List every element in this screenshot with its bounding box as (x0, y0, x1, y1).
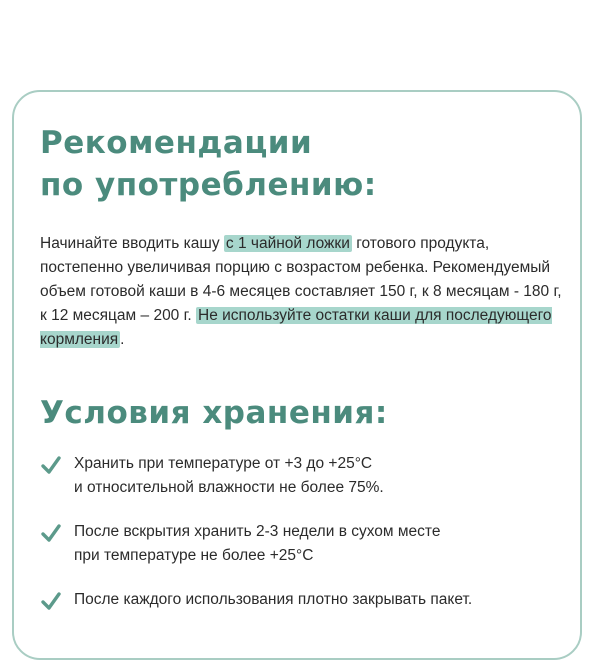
check-icon (40, 522, 62, 544)
list-item-text (74, 588, 570, 612)
check-icon (40, 590, 62, 612)
list-item-text (74, 520, 570, 568)
list-item (40, 520, 570, 568)
list-item-text (74, 452, 570, 500)
storage-list (40, 452, 570, 632)
usage-text-2: готового продукта, постепенно увеличивая порцию с возрастом ребенка. Рекомендуемый объем готовой каши в 4-6 месяцев составляет 150 г, к 8 месяцам - 180 г, к 12 месяцам – 200 г. (40, 235, 562, 324)
usage-title (40, 122, 377, 206)
list-item (40, 452, 570, 500)
list-item-line1: Хранить при температуре от +3 до +25°С (74, 455, 373, 472)
storage-title: Условия хранения: (40, 395, 388, 431)
usage-title-line1: Рекомендации (40, 125, 313, 161)
list-item-line1: После каждого использования плотно закрывать пакет. (74, 591, 473, 608)
usage-text-1: Начинайте вводить кашу (40, 235, 220, 252)
list-item-line2: при температуре не более +25°С (74, 547, 314, 564)
list-item-line2: и относительной влажности не более 75%. (74, 479, 384, 496)
usage-paragraph (40, 232, 565, 352)
list-item (40, 588, 570, 612)
usage-highlight-warning: Не используйте остатки каши для последующего кормления (40, 307, 552, 348)
usage-text-end: . (120, 331, 125, 348)
list-item-line1: После вскрытия хранить 2-3 недели в сухом месте (74, 523, 441, 540)
check-icon (40, 454, 62, 476)
usage-title-line2: по употреблению: (40, 167, 377, 203)
usage-highlight-spoon: с 1 чайной ложки (225, 235, 350, 252)
